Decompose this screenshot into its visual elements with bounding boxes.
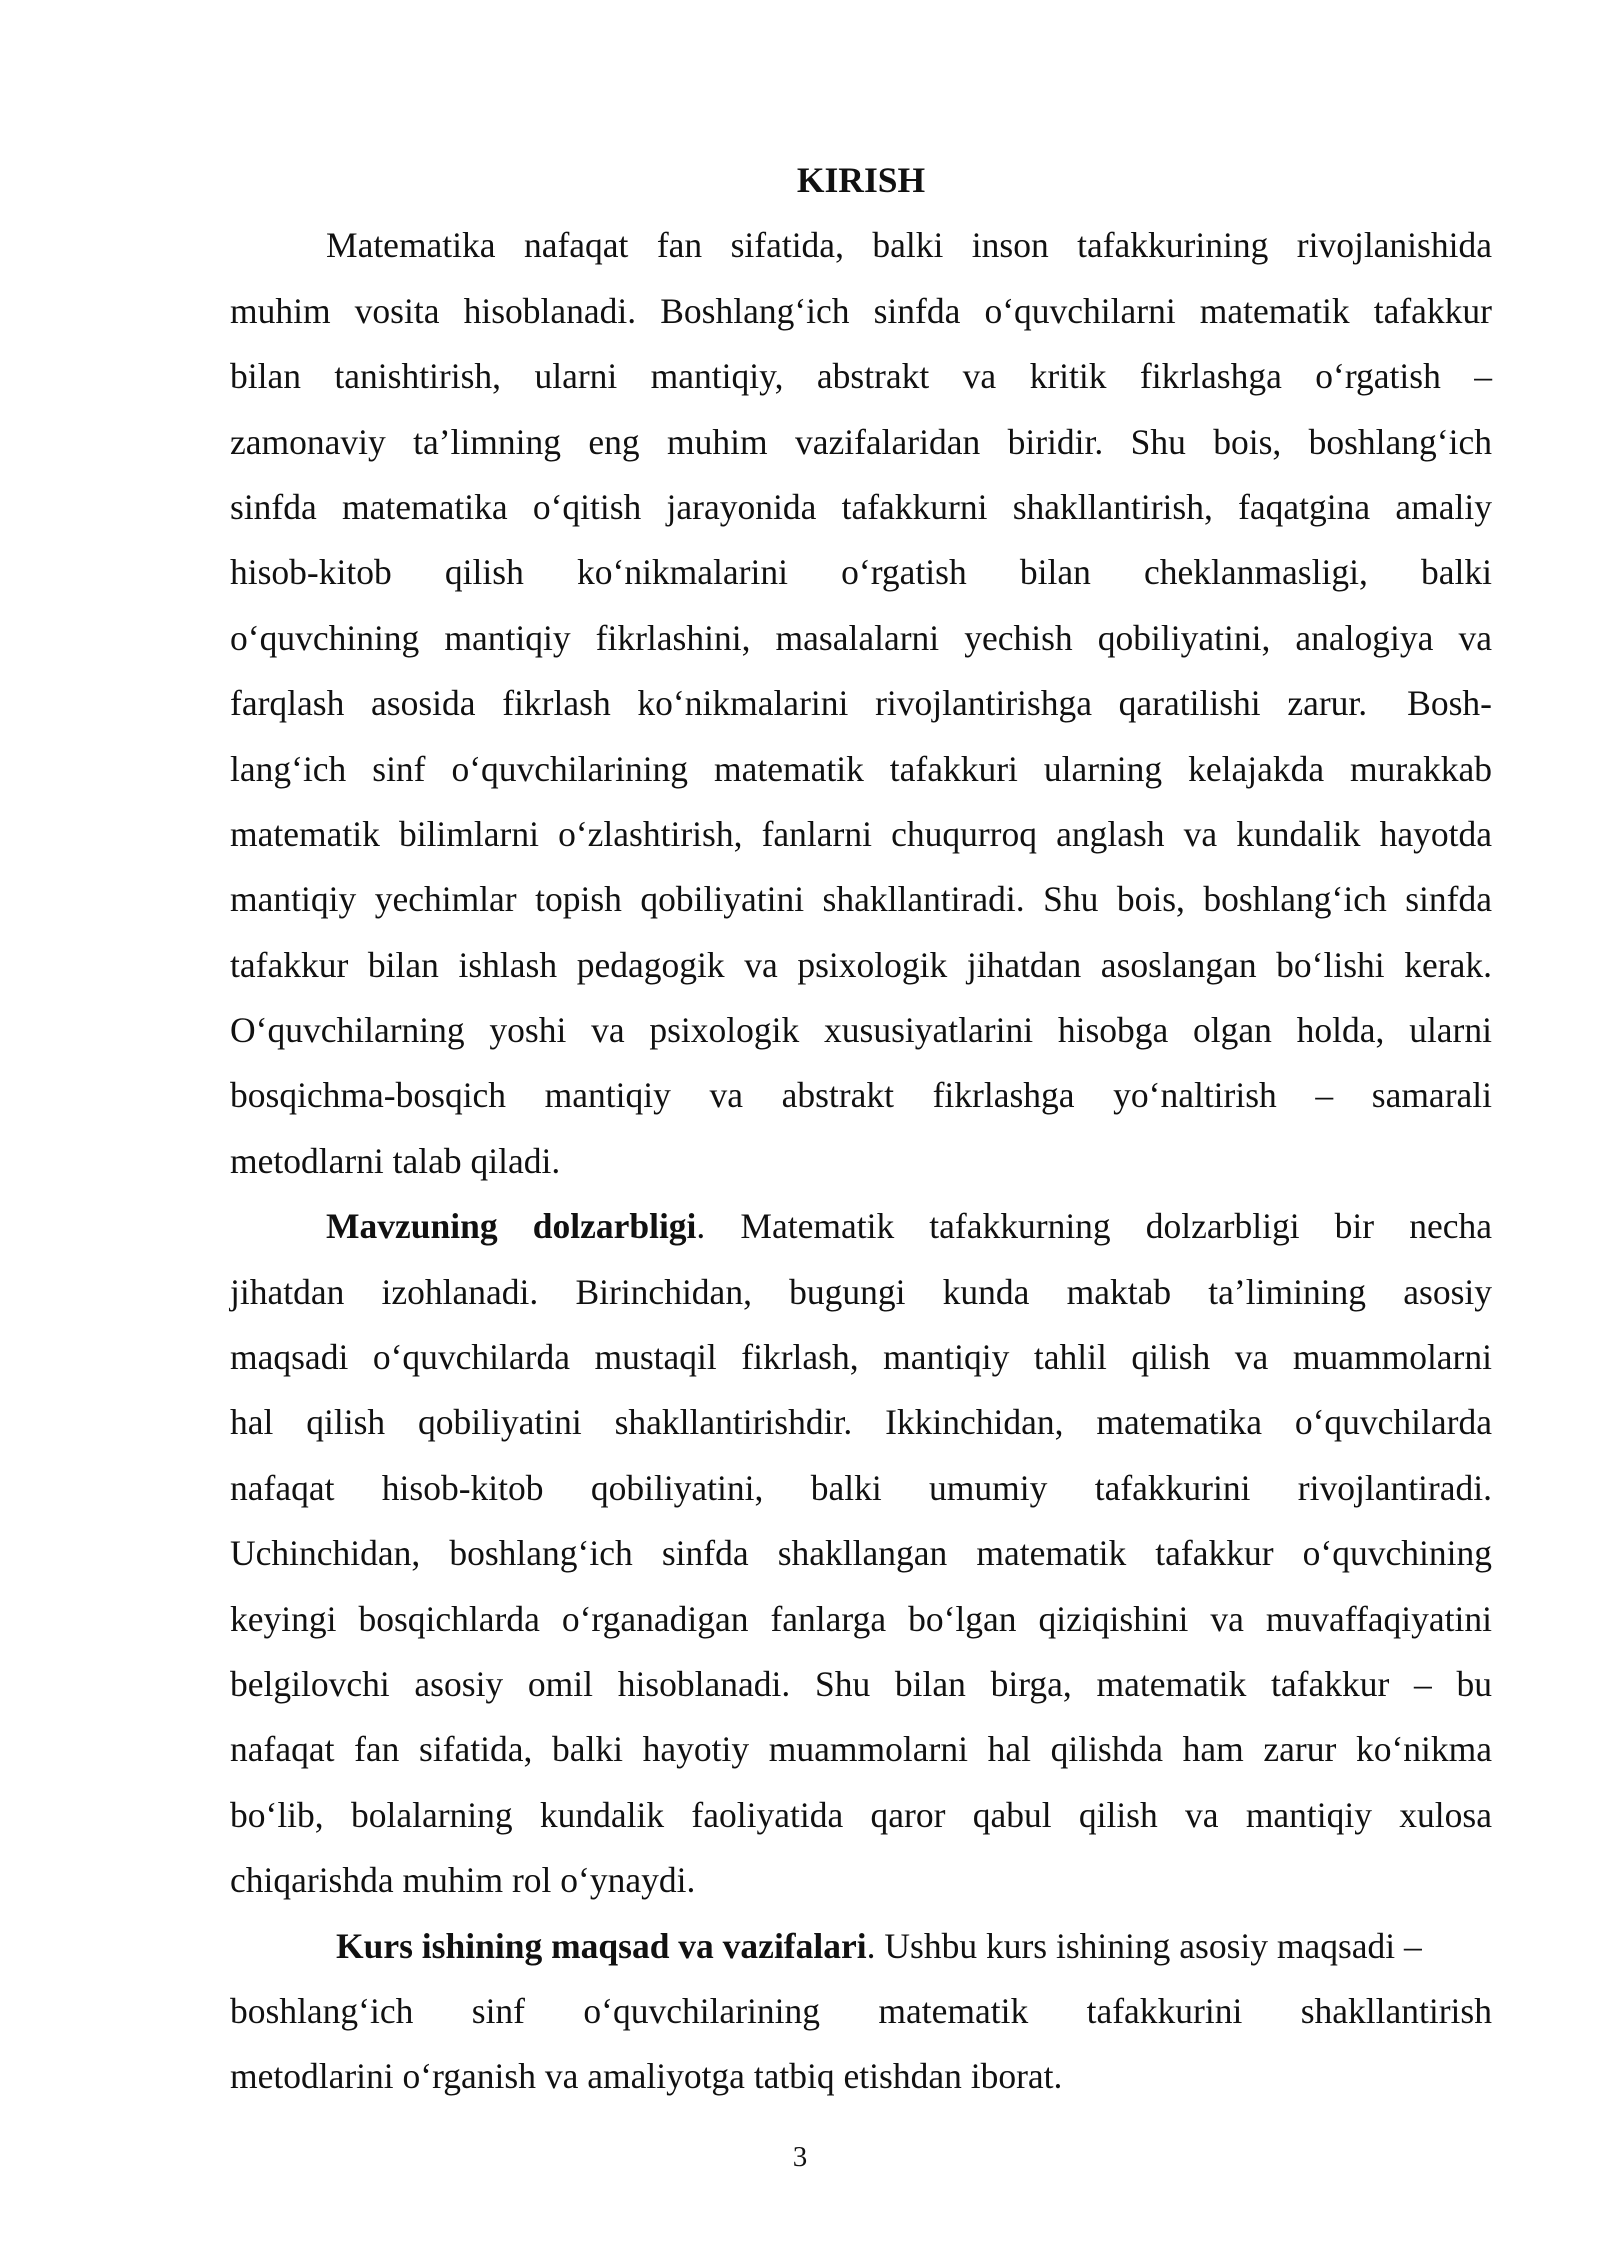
text-line	[230, 1194, 1492, 1259]
text-line: jihatdan izohlanadi. Birinchidan, bugungi kunda maktab ta’limining asosiy	[230, 1271, 1492, 1312]
text-line: tafakkur bilan ishlash pedagogik va psixologik jihatdan asoslangan bo‘lishi kerak.	[230, 944, 1492, 985]
text-line: nafaqat fan sifatida, balki hayotiy muammolarni hal qilishda ham zarur ko‘nikma	[230, 1729, 1492, 1770]
text-line	[230, 671, 1492, 736]
text-line: maqsadi o‘quvchilarda mustaqil fikrlash, mantiqiy tahlil qilish va muammolarni	[230, 1337, 1492, 1378]
text-line: o‘quvchining mantiqiy fikrlashini, masalalarni yechish qobiliyatini, analogiya va	[230, 617, 1492, 658]
text-fragment: . Matematik tafakkurning dolzarbligi bir necha	[696, 1206, 1492, 1247]
text-line: Matematika nafaqat fan sifatida, balki inson tafakkurining rivojlanishida	[326, 225, 1492, 266]
text-line: lang‘ich sinf o‘quvchilarining matematik tafakkuri ularning kelajakda murakkab	[230, 748, 1492, 789]
page-title: KIRISH	[796, 160, 926, 200]
goals-paragraph	[230, 1914, 1492, 2110]
text-line: bo‘lib, bolalarning kundalik faoliyatida qaror qabul qilish va mantiqiy xulosa	[230, 1794, 1492, 1835]
text-line: nafaqat hisob-kitob qobiliyatini, balki umumiy tafakkurini rivojlantiradi.	[230, 1467, 1492, 1508]
section-lead-bold: Kurs ishining maqsad va vazifalari	[336, 1925, 867, 1966]
page-number: 3	[792, 2141, 808, 2173]
text-line: belgilovchi asosiy omil hisoblanadi. Shu bilan birga, matematik tafakkur – bu	[230, 1664, 1492, 1704]
text-line: keyingi bosqichlarda o‘rganadigan fanlarga bo‘lgan qiziqishini va muvaffaqiyatini	[230, 1598, 1492, 1639]
document-body	[230, 148, 1492, 2110]
text-line: sinfda matematika o‘qitish jarayonida tafakkurni shakllantirish, faqatgina amaliy	[230, 486, 1492, 527]
text-line: bilan tanishtirish, ularni mantiqiy, abstrakt va kritik fikrlashga o‘rgatish –	[230, 356, 1492, 397]
relevance-paragraph	[230, 1194, 1492, 1913]
intro-paragraph	[230, 213, 1492, 1194]
text-line: O‘quvchilarning yoshi va psixologik xususiyatlarini hisobga olgan holda, ularni	[230, 1010, 1492, 1051]
text-line: chiqarishda muhim rol o‘ynaydi.	[230, 1860, 696, 1901]
text-line: mantiqiy yechimlar topish qobiliyatini shakllantiradi. Shu bois, boshlang‘ich sinfda	[230, 879, 1492, 920]
text-line: bosqichma-bosqich mantiqiy va abstrakt fikrlashga yo‘naltirish – samarali	[230, 1075, 1492, 1116]
text-line: matematik bilimlarni o‘zlashtirish, fanlarni chuqurroq anglash va kundalik hayotda	[230, 813, 1492, 854]
text-line: muhim vosita hisoblanadi. Boshlang‘ich sinfda o‘quvchilarni matematik tafakkur	[230, 290, 1492, 331]
text-fragment: . Ushbu kurs ishining asosiy maqsadi –	[866, 1925, 1422, 1966]
text-line: zamonaviy ta’limning eng muhim vazifalaridan biridir. Shu bois, boshlang‘ich	[230, 421, 1492, 462]
text-fragment: Bosh-	[1407, 683, 1492, 724]
text-fragment: farqlash asosida fikrlash ko‘nikmalarini rivojlantirishga qaratilishi zarur.	[230, 683, 1368, 724]
text-line: Uchinchidan, boshlang‘ich sinfda shakllangan matematik tafakkur o‘quvchining	[230, 1533, 1492, 1574]
text-line	[230, 1914, 1492, 1979]
section-lead-bold: Mavzuning dolzarbligi	[326, 1206, 697, 1247]
text-line: hisob-kitob qilish ko‘nikmalarini o‘rgatish bilan cheklanmasligi, balki	[230, 552, 1492, 593]
text-line: boshlang‘ich sinf o‘quvchilarining matematik tafakkurini shakllantirish	[230, 1990, 1492, 2031]
text-line: hal qilish qobiliyatini shakllantirishdir. Ikkinchidan, matematika o‘quvchilarda	[230, 1402, 1492, 1443]
text-line: metodlarni talab qiladi.	[230, 1140, 561, 1181]
text-line: metodlarini o‘rganish va amaliyotga tatbiq etishdan iborat.	[230, 2056, 1063, 2097]
